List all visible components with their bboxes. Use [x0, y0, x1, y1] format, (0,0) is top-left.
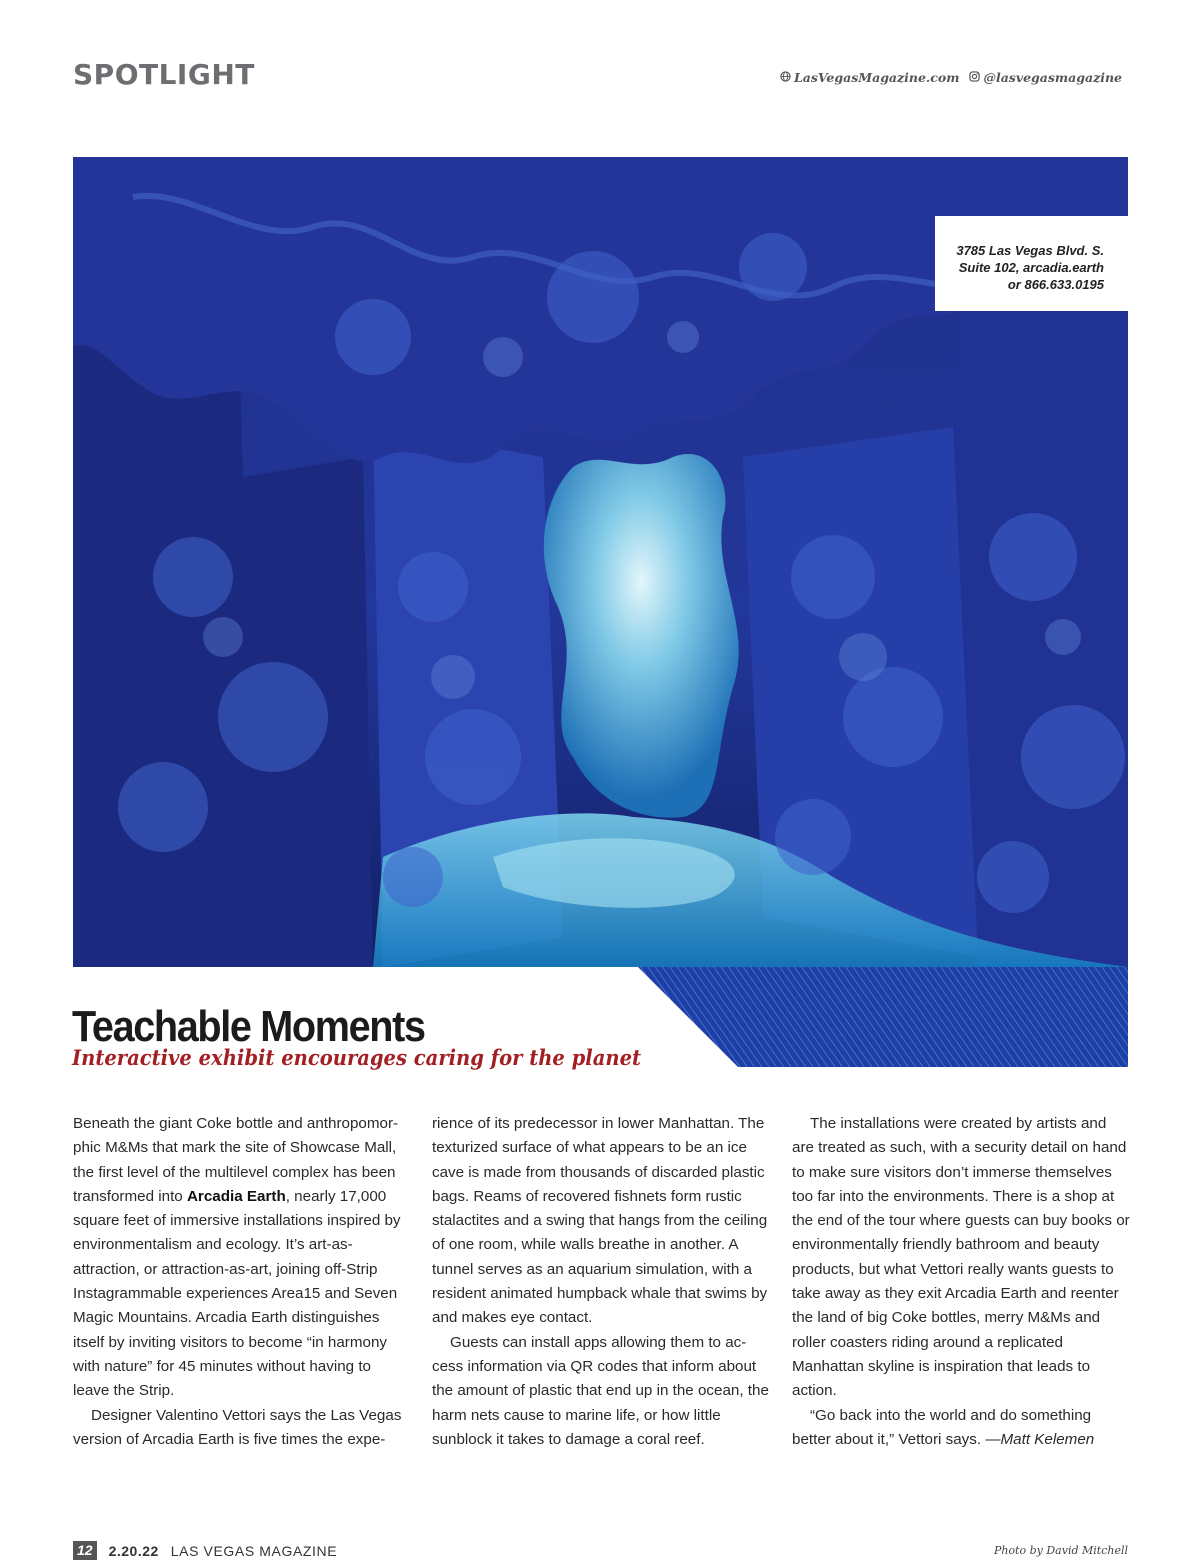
issue-date: 2.20.22 [108, 1542, 159, 1559]
website-text: LasVegasMagazine.com [793, 70, 960, 85]
page-footer [73, 1541, 337, 1560]
globe-icon [780, 71, 791, 85]
venue-name: Arcadia Earth [186, 1187, 286, 1205]
section-label: SPOTLIGHT [73, 58, 255, 91]
address-box [935, 216, 1128, 311]
paragraph: Guests can install apps allowing them to access information via QR codes that inform about the amount of plastic that end up in the ocean, the harm nets cause to marine life, or how little sunblock it takes to damage a coral reef. [432, 1333, 769, 1448]
page-number: 12 [73, 1541, 97, 1560]
instagram-text: @lasvegasmagazine [983, 70, 1122, 85]
article-column-1 [73, 1112, 411, 1452]
website-link[interactable] [780, 70, 960, 85]
magazine-name: LAS VEGAS MAGAZINE [170, 1542, 338, 1559]
author-byline: —Matt Kelemen [985, 1430, 1095, 1448]
address-line-1: 3785 Las Vegas Blvd. S. [956, 243, 1104, 258]
paragraph: The installations were created by artists and are treated as such, with a security detail on hand to make sure visitors don’t immerse themselves too far into the environments. There is a shop at the end of the tour where guests can buy books or environmentally friendly bathroom and beauty products, but what Vettori really wants guests to take away as they exit Arcadia Earth and reenter the land of big Coke bottles, merry M&Ms and roller coasters riding around a replicated Manhattan skyline is inspiration that leads to action. [792, 1115, 1130, 1400]
header-links [780, 70, 1122, 85]
article-column-3 [792, 1112, 1130, 1452]
address-line-3: or 866.633.0195 [1007, 277, 1104, 292]
paragraph: Designer Valentino Vettori says the Las Vegas version of Arcadia Earth is five times the expe- [73, 1406, 402, 1448]
address-line-2: Suite 102, arcadia.earth [958, 260, 1104, 275]
article-title: Teachable Moments [72, 1002, 425, 1051]
paragraph: rience of its predecessor in lower Manhattan. The texturized surface of what appears to be an ice cave is made from thousands of discarded plastic bags. Reams of recovered fishnets form rustic stalactites and a swing that hangs from the ceiling of one room, while walls breathe in another. A tunnel serves as an aquarium simulation, with a resident animated humpback whale that swims by and makes eye contact. [432, 1115, 768, 1327]
photo-credit: Photo by David Mitchell [993, 1544, 1128, 1557]
instagram-link[interactable] [969, 70, 1122, 85]
instagram-icon [969, 71, 980, 85]
article-column-2 [432, 1112, 770, 1452]
paragraph: Beneath the giant Coke bottle and anthropomorphic M&Ms that mark the site of Showcase Mall, the first level of the multilevel complex has been transformed into Arcadia Earth, nearly 17,000 square feet of immersive installations inspired by environmentalism and ecology. It’s art-as-attraction, or attraction-as-art, joining off-Strip Instagrammable experiences Area15 and Seven Magic Mountains. Arcadia Earth distinguishes itself by inviting visitors to become “in harmony with nature” for 45 minutes without having to leave the Strip. [73, 1115, 401, 1400]
paragraph: “Go back into the world and do something better about it,” Vettori says. —Matt Kelemen [792, 1406, 1095, 1448]
article-subtitle: Interactive exhibit encourages caring for the planet [72, 1045, 642, 1070]
